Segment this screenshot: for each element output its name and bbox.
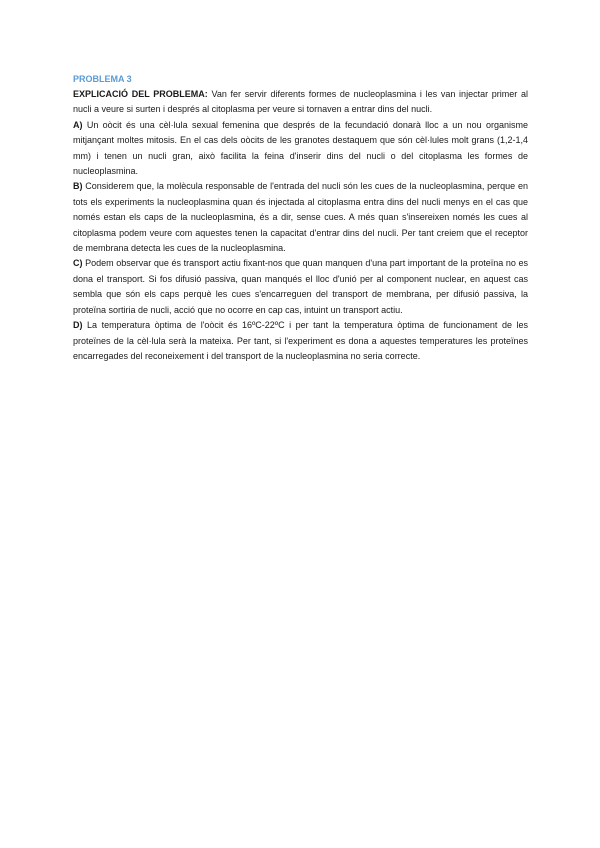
- paragraph-text: La temperatura òptima de l'oòcit és 16ºC-22ºC i per tant la temperatura òptima de funcionament de les proteïnes de la cèl·lula serà la mateixa. Per tant, si l'experiment es dona a aquestes temperatures les proteïnes encarregades del reconeixement i del transport de la nucleoplasmina no seria correcte.: [73, 320, 528, 361]
- paragraph-explanation: [73, 87, 528, 118]
- paragraph-d: [73, 318, 528, 364]
- paragraph-label: EXPLICACIÓ DEL PROBLEMA:: [73, 89, 208, 99]
- paragraph-text: Van fer servir diferents formes de nucleoplasmina i les van injectar primer al nucli a veure si surten i després al citoplasma per veure si tornaven a entrar dins del nucli.: [73, 89, 529, 115]
- document-page: [73, 73, 528, 364]
- paragraph-label: C): [73, 258, 83, 269]
- paragraph-c: [73, 256, 528, 318]
- paragraph-text: Considerem que, la molècula responsable de l'entrada del nucli són les cues de la nucleoplasmina, perque en tots els experiments la nucleoplasmina quan és injectada al citoplasma entra dins del nucli menys en el cas que només estan els caps de la nucleoplasmina, és a dir, sense cues. A més quan s'insereixen només les cues al citoplasma podem veure com aquestes tenen la capacitat d'entrar dins del nucli. Per tant creiem que el receptor de membrana detecta les cues de la nucleoplasmina.: [73, 181, 528, 254]
- paragraph-a: [73, 118, 528, 180]
- paragraph-label: B): [73, 181, 83, 192]
- paragraph-b: [73, 179, 528, 256]
- paragraph-text: Un oòcit és una cèl·lula sexual femenina que després de la fecundació donarà lloc a un nou organisme mitjançant moltes mitosis. En el cas dels oòcits de les granotes destaquem que són cèl·lules molt grans (1,2-1,4 mm) i tenen un nucli gran, això facilita la feina d'inserir dins del nucli o del citoplasma les formes de nucleoplasmina.: [73, 119, 528, 177]
- paragraph-text: Podem observar que és transport actiu fixant-nos que quan manquen d'una part important de la proteïna no es dona el transport. Si fos difusió passiva, quan manqués el lloc d'unió per al component nuclear, en aquest cas sembla que són els caps perquè les cues s'encarreguen del transport de membrana, per difusió passiva, la proteïna sortiria de nucli, acció que no ocorre en cap cas, intuint un transport actiu.: [73, 258, 528, 315]
- problem-title: PROBLEMA 3: [73, 74, 132, 84]
- paragraph-label: A): [73, 119, 83, 130]
- paragraph-label: D): [73, 320, 83, 331]
